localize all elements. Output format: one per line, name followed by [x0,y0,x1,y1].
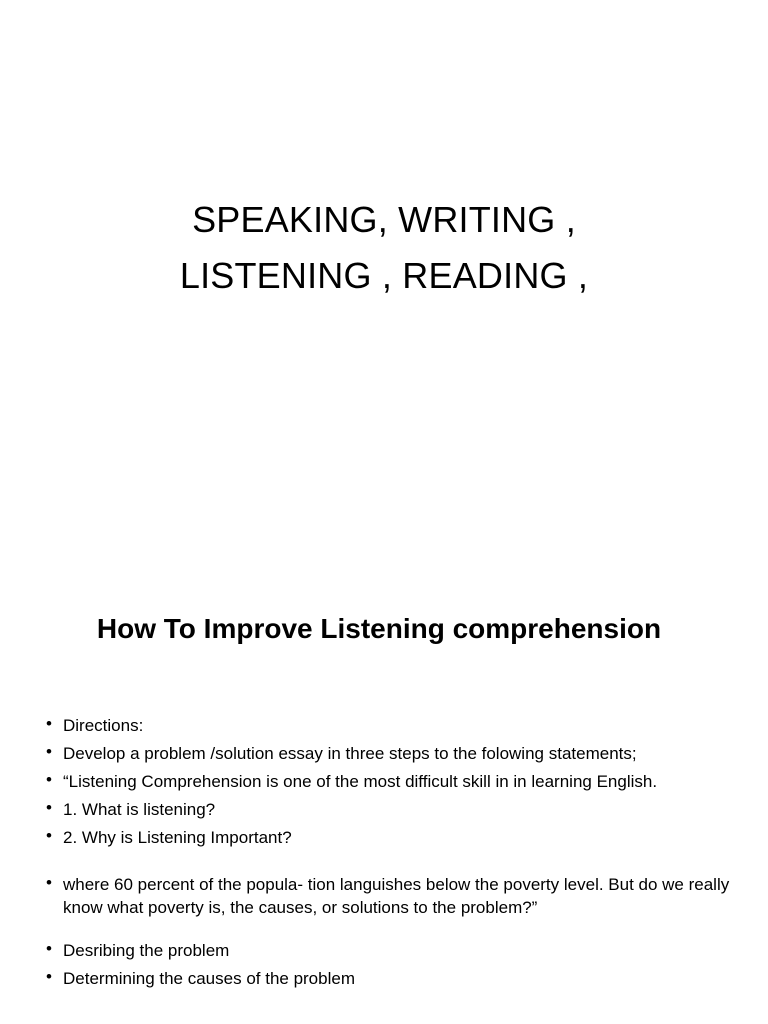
list-item-text: 2. Why is Listening Important? [63,828,292,847]
list-item [46,873,736,919]
bullet-icon: • [46,873,52,892]
bullet-icon: • [46,967,52,986]
slide-heading: How To Improve Listening comprehension [96,613,662,644]
bullet-icon: • [46,939,52,958]
bullet-icon: • [46,770,52,789]
title-line-2: LISTENING , READING , [179,255,589,296]
list-item [46,826,736,849]
list-item-text: Determining the causes of the problem [63,969,355,988]
list-item-text: Directions: [63,716,144,735]
list-item [46,770,736,793]
list-item [46,939,736,962]
list-item [46,742,736,765]
bullet-list [46,714,736,995]
list-item-text: “Listening Comprehension is one of the most difficult skill in in learning English. [63,772,658,791]
list-item-text: where 60 percent of the popula- tion languishes below the poverty level. But do we really know what poverty is, the causes, or solutions to the problem?” [63,875,730,917]
title-line-1: SPEAKING, WRITING , [192,199,576,240]
bullet-icon: • [46,714,52,733]
slide-title [0,192,768,304]
list-item-text: Develop a problem /solution essay in three steps to the folowing statements; [63,744,637,763]
bullet-icon: • [46,798,52,817]
list-item-text: 1. What is listening? [63,800,216,819]
list-item [46,798,736,821]
bullet-icon: • [46,826,52,845]
content-slide [0,576,768,1024]
list-item-text: Desribing the problem [63,941,230,960]
bullet-icon: • [46,742,52,761]
list-item [46,967,736,990]
list-item [46,714,736,737]
